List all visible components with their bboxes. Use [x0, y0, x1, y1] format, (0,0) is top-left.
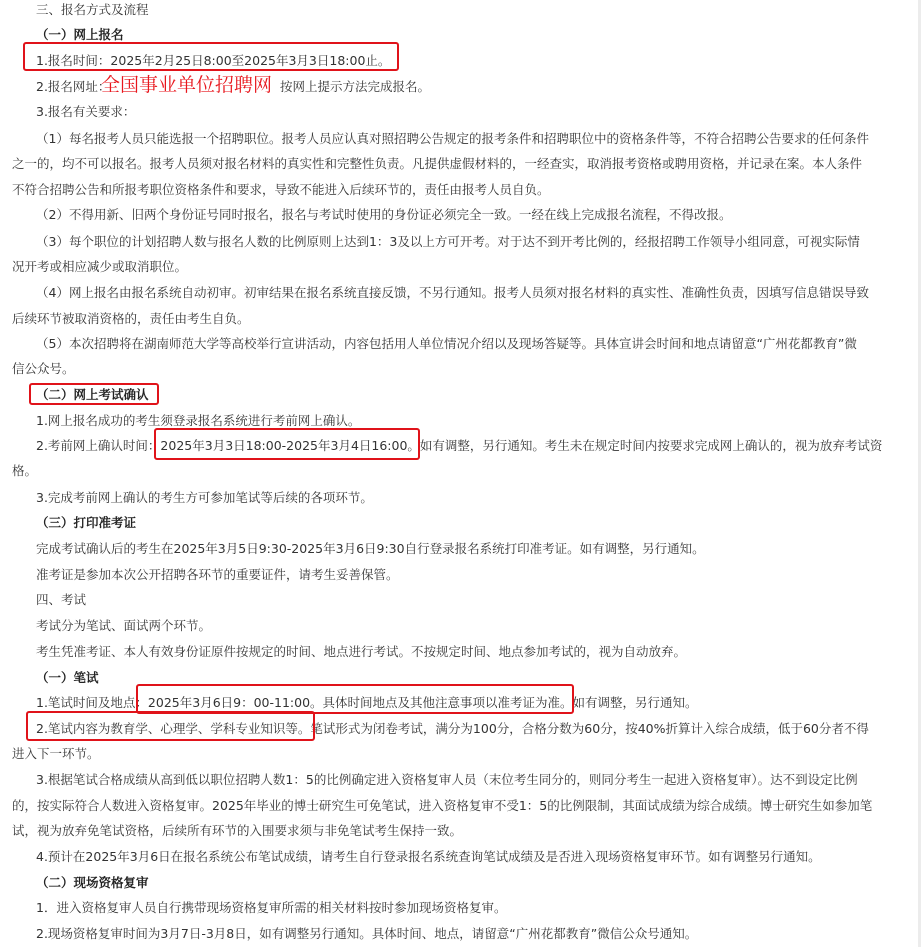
paragraph-line: 况开考或相应减少或取消职位。: [12, 259, 188, 274]
paragraph-line: （3）每个职位的计划招聘人数与报名人数的比例原则上达到1：3及以上方可开考。对于达不到开考比例的，经报招聘工作领导小组同意，可视实际情: [36, 234, 860, 249]
section-heading: （一）笔试: [36, 670, 99, 685]
paragraph-line: 3.报名有关要求：: [36, 104, 136, 119]
paragraph-line: （2）不得用新、旧两个身份证号同时报名，报名与考试时使用的身份证必须完全一致。一经在线上完成报名流程，不得改报。: [36, 207, 732, 222]
paragraph-line: 2.现场资格复审时间为3月7日-3月8日，如有调整另行通知。具体时间、地点，请留意“广州花都教育”微信公众号通知。: [36, 926, 698, 941]
paragraph-line: 1.笔试时间及地点：2025年3月6日9：00-11:00。具体时间地点及其他注意事项以准考证为准。如有调整，另行通知。: [36, 695, 698, 710]
paragraph-line: 3.根据笔试合格成绩从高到低以职位招聘人数1：5的比例确定进入资格复审人员（末位考生同分的，则同分考生一起进入资格复审）。达不到设定比例: [36, 772, 858, 787]
paragraph-line: 考试分为笔试、面试两个环节。: [36, 618, 212, 633]
paragraph-line: 完成考试确认后的考生在2025年3月5日9:30-2025年3月6日9:30自行登录报名系统打印准考证。如有调整，另行通知。: [36, 541, 705, 556]
section-heading: （二）现场资格复审: [36, 875, 149, 890]
paragraph-line: 不符合招聘公告和所报考职位资格条件和要求，导致不能进入后续环节的，责任由报考人员自负。: [12, 182, 550, 197]
section-heading: （一）网上报名: [36, 27, 124, 42]
paragraph-line: 2.考前网上确认时间：2025年3月3日18:00-2025年3月4日16:00。如有调整，另行通知。考生未在规定时间内按要求完成网上确认的，视为放弃考试资: [36, 438, 883, 453]
paragraph-line: 之一的，均不可以报名。报考人员须对报名材料的真实性和完整性负责。凡提供虚假材料的，一经查实，取消报考资格或聘用资格，并记录在案。本人条件: [12, 156, 863, 171]
paragraph-line: 试，视为放弃免笔试资格，后续所有环节的入围要求须与非免笔试考生保持一致。: [12, 823, 463, 838]
paragraph-line: 1．进入资格复审人员自行携带现场资格复审所需的相关材料按时参加现场资格复审。: [36, 900, 507, 915]
paragraph-line: 进入下一环节。: [12, 746, 100, 761]
paragraph-line: 的，按实际符合人数进入资格复审。2025年毕业的博士研究生可免笔试，进入资格复审不受1：5的比例限制，其面试成绩为综合成绩。博士研究生如参加笔: [12, 798, 873, 813]
paragraph-line: 考生凭准考证、本人有效身份证原件按规定的时间、地点进行考试。不按规定时间、地点参加考试的，视为自动放弃。: [36, 644, 687, 659]
paragraph-line: （1）每名报考人员只能选报一个招聘职位。报考人员应认真对照招聘公告规定的报考条件和招聘职位中的资格条件等，不符合招聘公告要求的任何条件: [36, 131, 869, 146]
paragraph-line: 1.网上报名成功的考生须登录报名系统进行考前网上确认。: [36, 413, 361, 428]
paragraph-line: 2.笔试内容为教育学、心理学、学科专业知识等。笔试形式为闭卷考试，满分为100分，合格分数为60分，按40%折算计入综合成绩，低于60分者不得: [36, 721, 869, 736]
paragraph-line: 1.报名时间：2025年2月25日8:00至2025年3月3日18:00止。: [36, 53, 391, 68]
paragraph-line: 按网上提示方法完成报名。: [280, 79, 431, 94]
section-heading: （三）打印准考证: [36, 515, 137, 530]
paragraph-line: 准考证是参加本次公开招聘各环节的重要证件，请考生妥善保管。: [36, 567, 399, 582]
paragraph-line: 三、报名方式及流程: [36, 2, 149, 17]
paragraph-line: 2.报名网址：: [36, 79, 111, 94]
paragraph-line: 4.预计在2025年3月6日在报名系统公布笔试成绩，请考生自行登录报名系统查询笔试成绩及是否进入现场资格复审环节。如有调整另行通知。: [36, 849, 821, 864]
paragraph-line: 四、考试: [36, 592, 87, 607]
watermark-text: 全国事业单位招聘网: [101, 74, 273, 96]
paragraph-line: 格。: [12, 463, 38, 478]
paragraph-line: 3.完成考前网上确认的考生方可参加笔试等后续的各项环节。: [36, 490, 373, 505]
section-heading: （二）网上考试确认: [36, 387, 149, 402]
paragraph-line: （5）本次招聘将在湖南师范大学等高校举行宣讲活动，内容包括用人单位情况介绍以及现场答疑等。具体宣讲会时间和地点请留意“广州花都教育”微: [36, 336, 857, 351]
paragraph-line: 后续环节被取消资格的，责任由考生自负。: [12, 311, 250, 326]
paragraph-line: （4）网上报名由报名系统自动初审。初审结果在报名系统直接反馈，不另行通知。报考人员须对报名材料的真实性、准确性负责，因填写信息错误导致: [36, 285, 869, 300]
paragraph-line: 信公众号。: [12, 361, 75, 376]
